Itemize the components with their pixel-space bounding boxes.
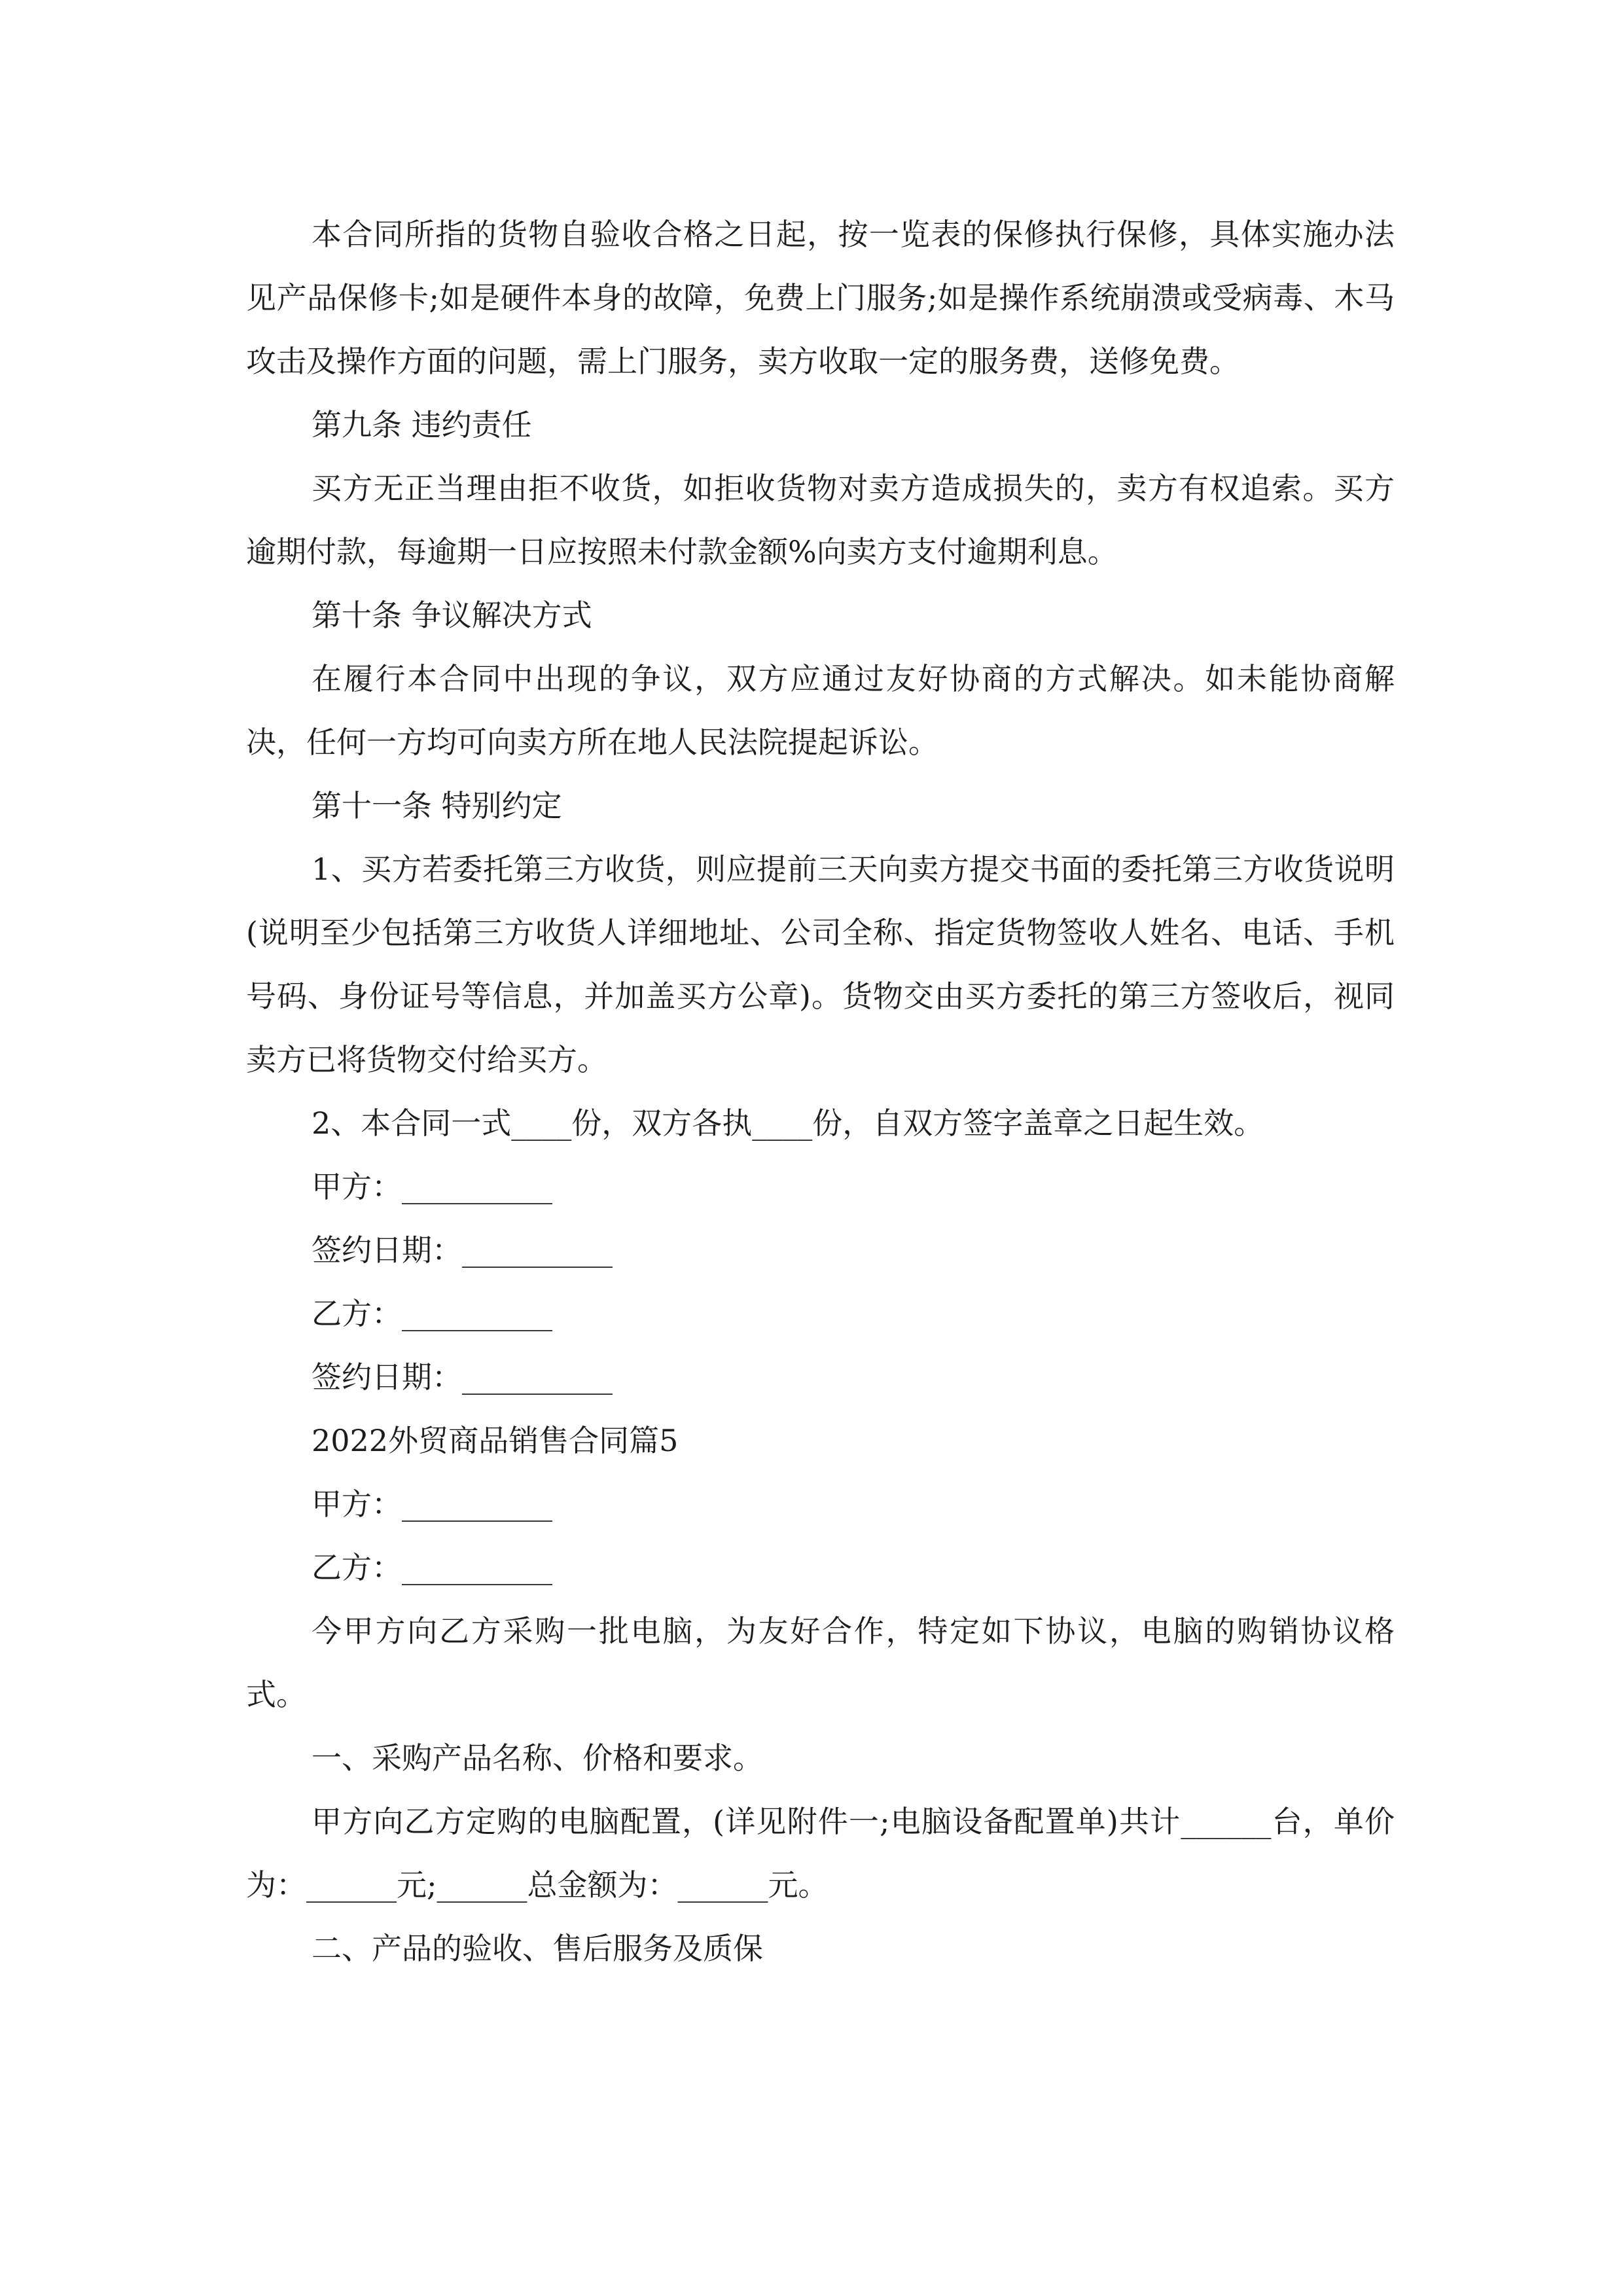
paragraph-third-party: 1、买方若委托第三方收货，则应提前三天向卖方提交书面的委托第三方收货说明(说明至少包括第三方收货人详细地址、公司全称、指定货物签收人姓名、电话、手机号码、身份证号等信息，并加盖买方公章)。货物交由买方委托的第三方签收后，视同卖方已将货物交付给买方。 <box>246 852 1395 1077</box>
party-a-line: 甲方：__________ <box>312 1486 552 1522</box>
paragraph-intro: 今甲方向乙方采购一批电脑，为友好合作，特定如下协议，电脑的购销协议格式。 <box>246 1613 1395 1712</box>
paragraph-breach: 买方无正当理由拒不收货，如拒收货物对卖方造成损失的，卖方有权追索。买方逾期付款，每逾期一日应按照未付款金额%向卖方支付逾期利息。 <box>246 471 1395 569</box>
heading-article-9: 第九条 违约责任 <box>312 407 532 442</box>
paragraph-order: 甲方向乙方定购的电脑配置，(详见附件一;电脑设备配置单)共计______台，单价为：______元;______总金额为：______元。 <box>246 1804 1395 1903</box>
document-body <box>246 203 1395 1981</box>
party-b-line: 乙方：__________ <box>312 1550 552 1585</box>
heading-product-name: 一、采购产品名称、价格和要求。 <box>312 1740 763 1776</box>
heading-acceptance: 二、产品的验收、售后服务及质保 <box>312 1931 763 1966</box>
sign-date-line: 签约日期：__________ <box>312 1232 613 1268</box>
section-title: 2022外贸商品销售合同篇5 <box>312 1423 679 1458</box>
heading-article-11: 第十一条 特别约定 <box>312 788 562 823</box>
paragraph-warranty: 本合同所指的货物自验收合格之日起，按一览表的保修执行保修，具体实施办法见产品保修卡;如是硬件本身的故障，免费上门服务;如是操作系统崩溃或受病毒、木马攻击及操作方面的问题，需上门服务，卖方收取一定的服务费，送修免费。 <box>246 217 1395 379</box>
paragraph-copies: 2、本合同一式____份，双方各执____份，自双方签字盖章之日起生效。 <box>312 1105 1264 1141</box>
paragraph-dispute: 在履行本合同中出现的争议，双方应通过友好协商的方式解决。如未能协商解决，任何一方均可向卖方所在地人民法院提起诉讼。 <box>246 661 1395 760</box>
party-a-line: 甲方：__________ <box>312 1169 552 1204</box>
party-b-line: 乙方：__________ <box>312 1296 552 1331</box>
heading-article-10: 第十条 争议解决方式 <box>312 598 592 633</box>
sign-date-line: 签约日期：__________ <box>312 1359 613 1395</box>
